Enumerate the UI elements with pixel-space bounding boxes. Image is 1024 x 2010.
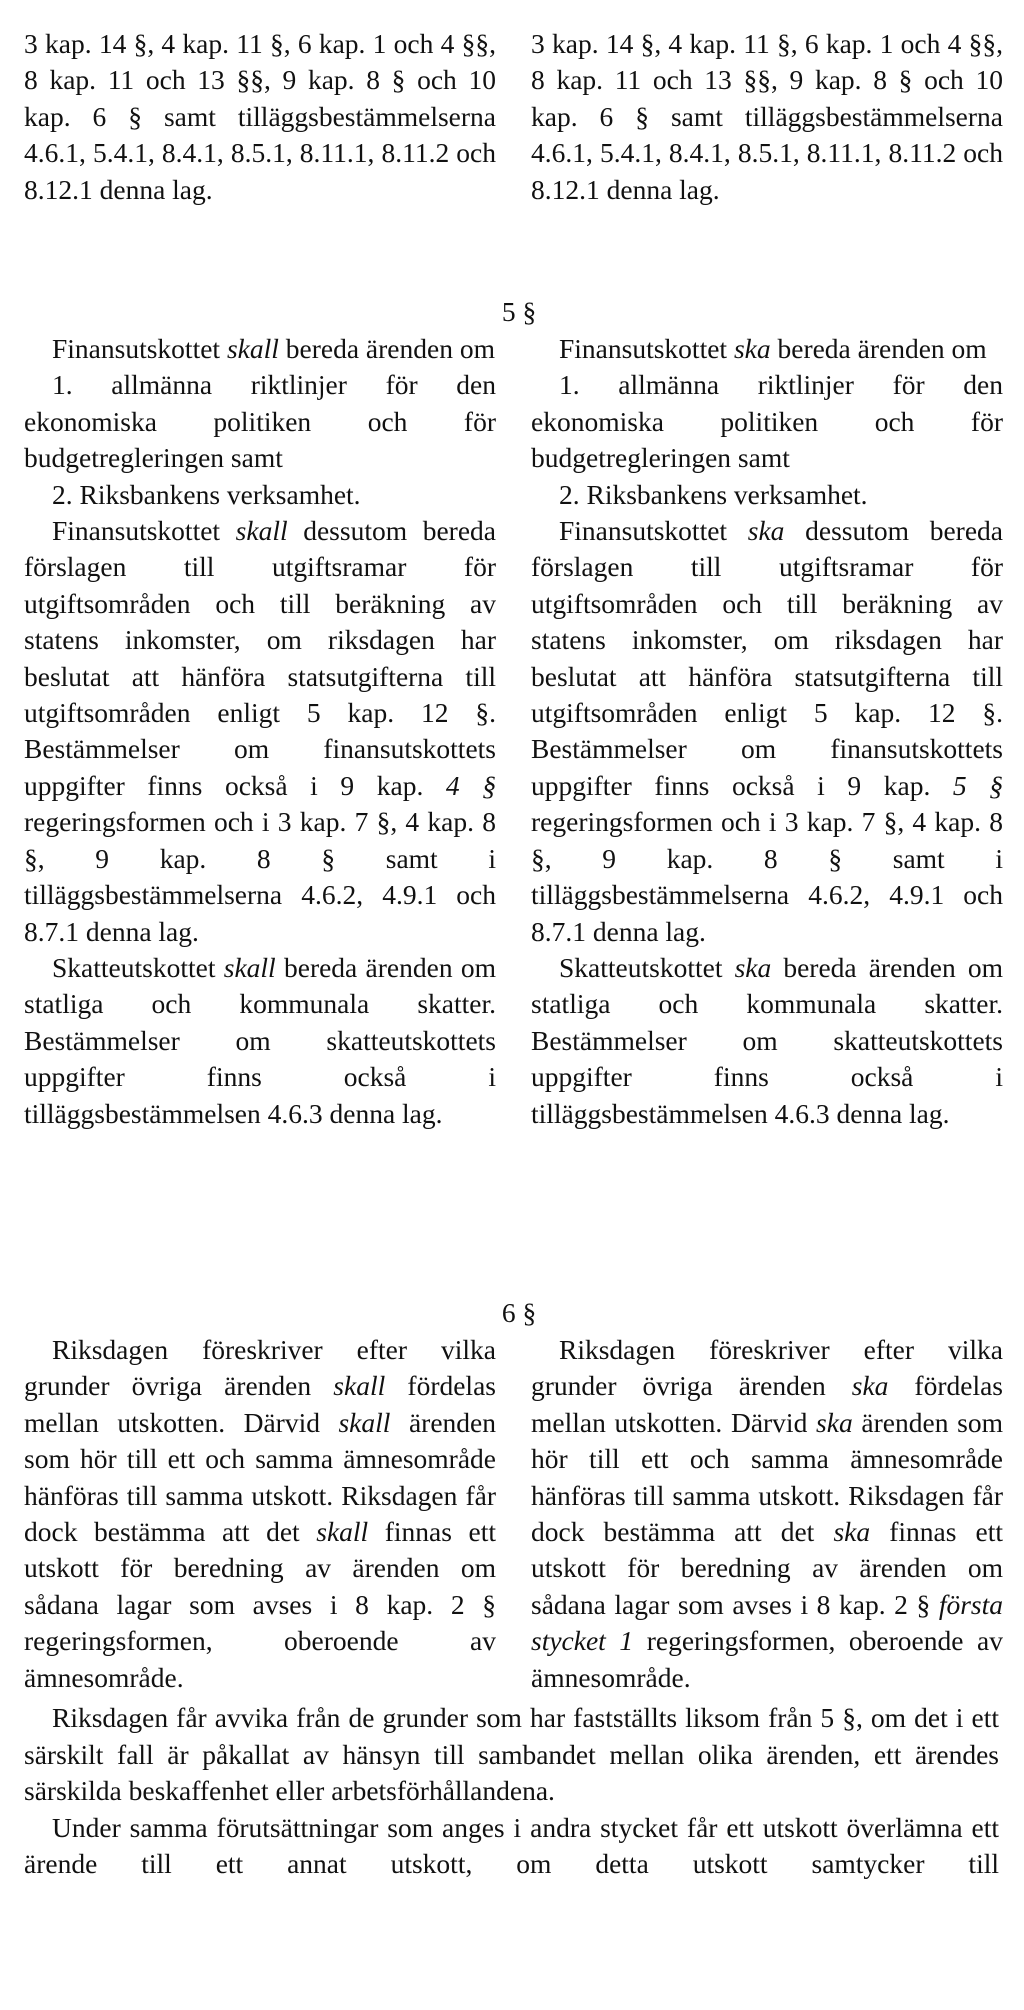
section-6-right-column xyxy=(531,1332,1003,1696)
section-5-right-paragraph-1: Finansutskottet ska bereda ärenden om xyxy=(559,333,987,364)
section-5-right-item-1: 1. allmänna riktlinjer för den ekonomiska politiken och för budgetregleringen samt xyxy=(531,369,1003,474)
full-width-paragraph-2: Under samma förutsättningar som anges i andra stycket får ett utskott överlämna ett ärende till ett annat utskott, om detta utskott samtycker till xyxy=(24,1811,999,1880)
section-5-right-paragraph-2: Finansutskottet ska dessutom bereda förslagen till utgiftsramar för utgiftsområden och till beräkning av statens inkomster, om riksdagen har beslutat att hänföra statsutgifterna till utgiftsområden enligt 5 kap. 12 §. Bestämmelser om finansutskottets uppgifter finns också i 9 kap. 5 § regeringsformen och i 3 kap. 7 §, 4 kap. 8 §, 9 kap. 8 § samt i tilläggsbestämmelserna 4.6.2, 4.9.1 och 8.7.1 denna lag. xyxy=(531,515,1004,947)
intro-paragraph-left: 3 kap. 14 §, 4 kap. 11 §, 6 kap. 1 och 4 §§, 8 kap. 11 och 13 §§, 9 kap. 8 § och 10 kap. 6 § samt tilläggsbestämmelserna 4.6.1, 5.4.1, 8.4.1, 8.5.1, 8.11.1, 8.11.2 och 8.12.1 denna lag. xyxy=(24,28,496,205)
section-6-left-paragraph: Riksdagen föreskriver efter vilka grunder övriga ärenden skall fördelas mellan utskotten. Därvid skall ärenden som hör till ett och samma ämnesområde hänföras till samma utskott. Riksdagen får dock bestämma att det skall finnas ett utskott för beredning av ärenden om sådana lagar som avses i 8 kap. 2 § regeringsformen, oberoende av ämnesområde. xyxy=(24,1334,496,1693)
section-6-heading: 6 § xyxy=(501,1297,537,1328)
left-column-intro xyxy=(24,26,496,208)
intro-paragraph-right: 3 kap. 14 §, 4 kap. 11 §, 6 kap. 1 och 4 §§, 8 kap. 11 och 13 §§, 9 kap. 8 § och 10 kap. 6 § samt tilläggsbestämmelserna 4.6.1, 5.4.1, 8.4.1, 8.5.1, 8.11.1, 8.11.2 och 8.12.1 denna lag. xyxy=(531,28,1003,205)
section-5-heading: 5 § xyxy=(501,296,537,327)
section-5-left-paragraph-3: Skatteutskottet skall bereda ärenden om statliga och kommunala skatter. Bestämmelser om skatteutskottets uppgifter finns också i tilläggsbestämmelsen 4.6.3 denna lag. xyxy=(24,951,496,1129)
right-column-intro xyxy=(531,26,1003,208)
section-5-right-column xyxy=(531,331,1003,1132)
section-5-left-item-1: 1. allmänna riktlinjer för den ekonomiska politiken och för budgetregleringen samt xyxy=(24,369,496,474)
section-5-right-item-2: 2. Riksbankens verksamhet. xyxy=(559,478,868,510)
full-width-text xyxy=(24,1700,999,1883)
section-5-left-paragraph-1: Finansutskottet skall bereda ärenden om xyxy=(52,333,495,364)
section-5-right-paragraph-3: Skatteutskottet ska bereda ärenden om statliga och kommunala skatter. Bestämmelser om skatteutskottets uppgifter finns också i tilläggsbestämmelsen 4.6.3 denna lag. xyxy=(531,951,1003,1129)
section-5-left-paragraph-2: Finansutskottet skall dessutom bereda förslagen till utgiftsramar för utgiftsområden och till beräkning av statens inkomster, om riksdagen har beslutat att hänföra statsutgifterna till utgiftsområden enligt 5 kap. 12 §. Bestämmelser om finansutskottets uppgifter finns också i 9 kap. 4 § regeringsformen och i 3 kap. 7 §, 4 kap. 8 §, 9 kap. 8 § samt i tilläggsbestämmelserna 4.6.2, 4.9.1 och 8.7.1 denna lag. xyxy=(24,515,497,947)
section-6-right-paragraph: Riksdagen föreskriver efter vilka grunder övriga ärenden ska fördelas mellan utskotten. Därvid ska ärenden som hör till ett och samma ämnesområde hänföras till samma utskott. Riksdagen får dock bestämma att det ska finnas ett utskott för beredning av ärenden om sådana lagar som avses i 8 kap. 2 § första stycket 1 regeringsformen, oberoende av ämnesområde. xyxy=(531,1334,1004,1693)
section-5-left-item-2: 2. Riksbankens verksamhet. xyxy=(52,478,361,510)
section-6-left-column xyxy=(24,1332,496,1696)
full-width-paragraph-1: Riksdagen får avvika från de grunder som har fastställts liksom från 5 §, om det i ett särskilt fall är påkallat av hänsyn till sambandet mellan olika ärenden, ett ärendes särskilda beskaffenhet eller arbetsförhållandena. xyxy=(24,1702,999,1807)
section-5-left-column xyxy=(24,331,496,1132)
